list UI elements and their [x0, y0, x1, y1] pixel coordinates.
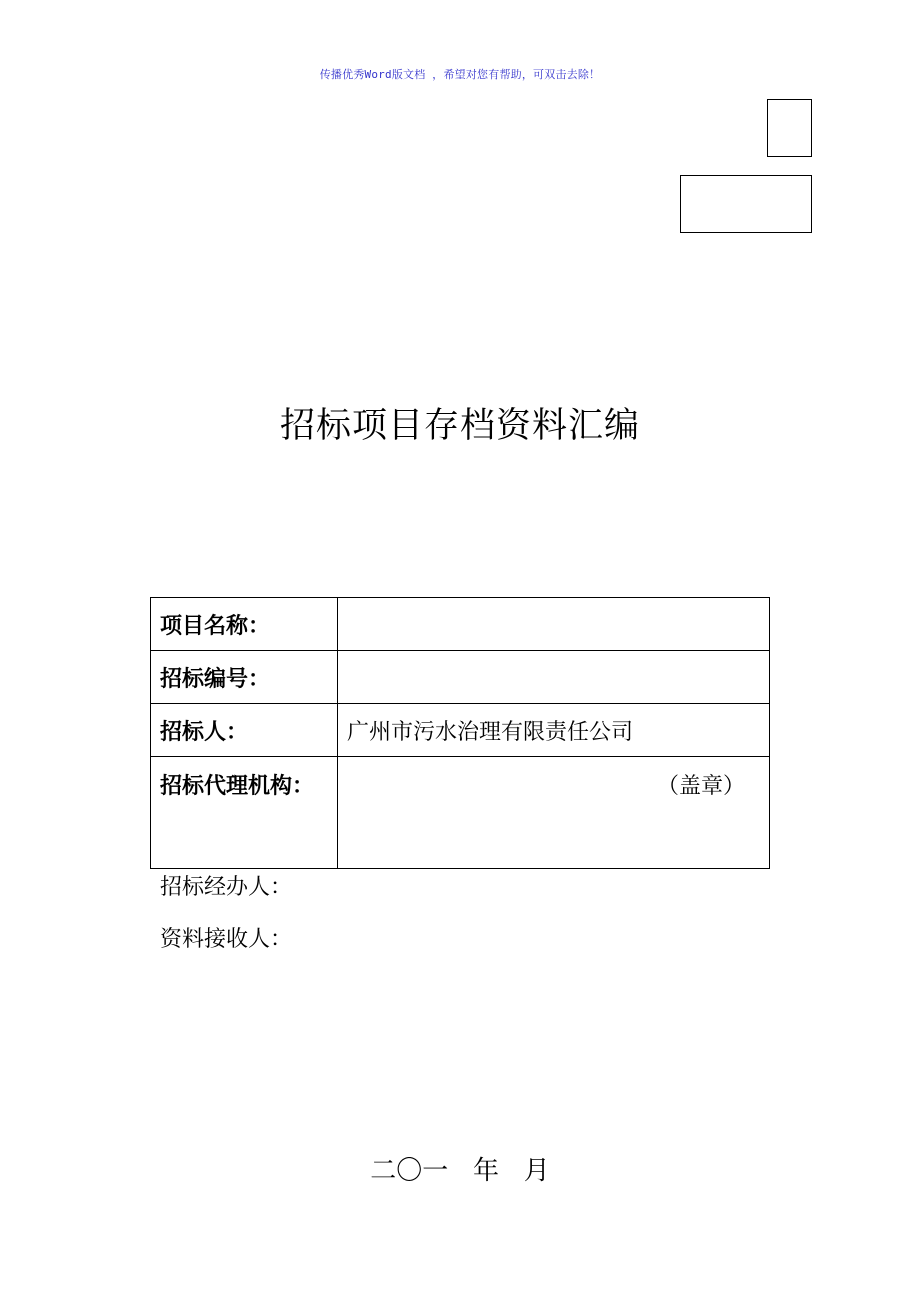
receiver-label: 资料接收人：	[160, 927, 293, 952]
handler-label: 招标经办人：	[160, 875, 293, 900]
table-row	[151, 704, 770, 757]
table-row	[151, 598, 770, 651]
tender-number-value	[338, 651, 770, 704]
project-info-table	[150, 597, 770, 869]
date-line: 二〇一 年 月	[370, 1156, 550, 1186]
project-name-label: 项目名称：	[151, 598, 338, 651]
archive-code-box	[680, 175, 812, 233]
agency-value-cell	[338, 757, 770, 869]
tender-number-label: 招标编号：	[151, 651, 338, 704]
table-row	[151, 757, 770, 869]
seal-note: （盖章）	[656, 774, 745, 799]
tenderer-value: 广州市污水治理有限责任公司	[338, 704, 770, 757]
archive-number-box	[767, 99, 812, 157]
project-name-value	[338, 598, 770, 651]
header-note: 传播优秀Word版文档 ，希望对您有帮助，可双击去除！	[319, 68, 601, 81]
table-row	[151, 651, 770, 704]
agency-label: 招标代理机构：	[151, 757, 338, 869]
page-title: 招标项目存档资料汇编	[279, 406, 640, 446]
tenderer-label: 招标人：	[151, 704, 338, 757]
